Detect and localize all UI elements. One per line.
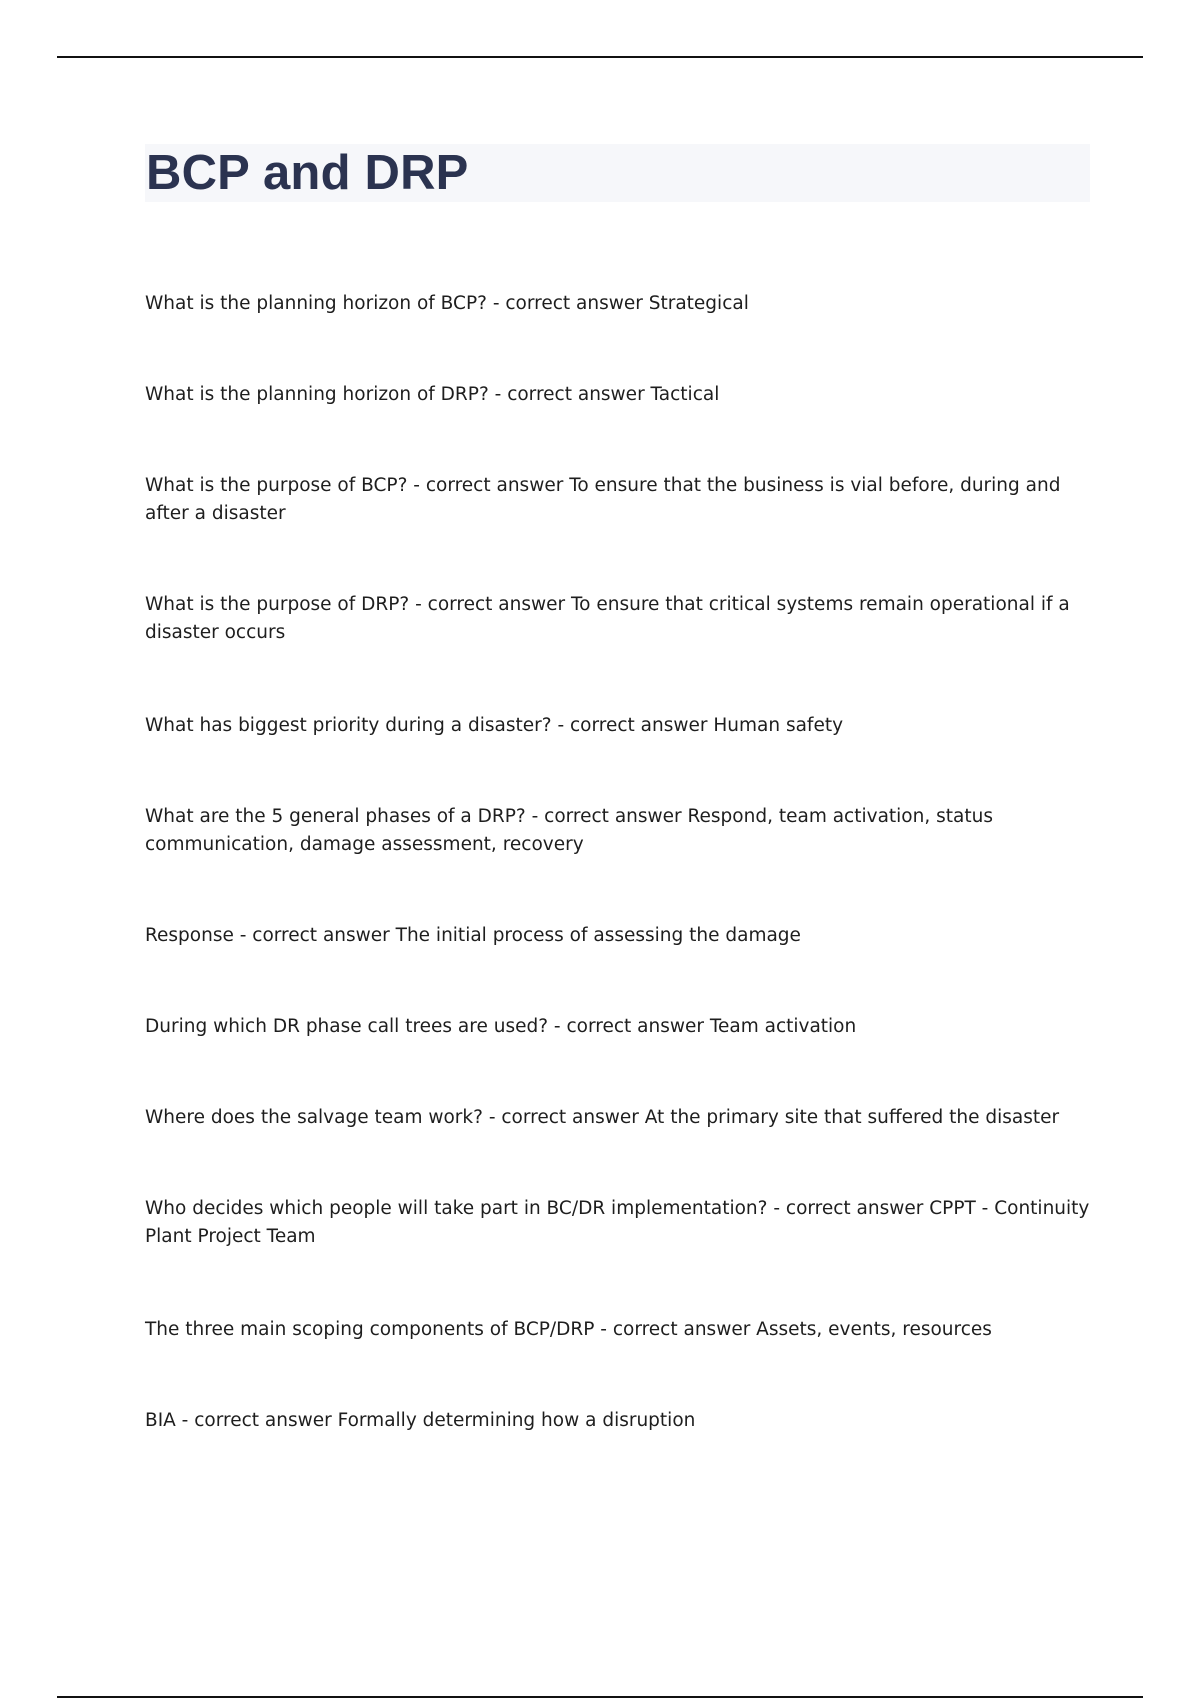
qa-item: What are the 5 general phases of a DRP? - correct answer Respond, team activation, status communication, damage assessment, recovery: [145, 806, 993, 855]
qa-item: What has biggest priority during a disaster? - correct answer Human safety: [145, 715, 844, 736]
qa-item: Where does the salvage team work? - correct answer At the primary site that suffered the disaster: [145, 1107, 1060, 1128]
qa-item: What is the purpose of BCP? - correct answer To ensure that the business is vial before, during and after a disaster: [145, 475, 1061, 524]
qa-item: BIA - correct answer Formally determining how a disruption: [145, 1410, 696, 1431]
qa-item: Response - correct answer The initial process of assessing the damage: [145, 925, 801, 946]
qa-item: Who decides which people will take part in BC/DR implementation? - correct answer CPPT - Continuity Plant Project Team: [145, 1198, 1090, 1247]
header-rule: [57, 56, 1143, 58]
qa-item: During which DR phase call trees are used? - correct answer Team activation: [145, 1016, 857, 1037]
qa-item: The three main scoping components of BCP/DRP - correct answer Assets, events, resources: [145, 1319, 992, 1340]
qa-item: What is the planning horizon of DRP? - correct answer Tactical: [145, 384, 720, 405]
footer-rule: [57, 1696, 1143, 1698]
document-title: BCP and DRP: [146, 146, 469, 200]
qa-item: What is the purpose of DRP? - correct answer To ensure that critical systems remain operational if a disaster occurs: [145, 594, 1070, 643]
qa-item: What is the planning horizon of BCP? - correct answer Strategical: [145, 293, 749, 314]
